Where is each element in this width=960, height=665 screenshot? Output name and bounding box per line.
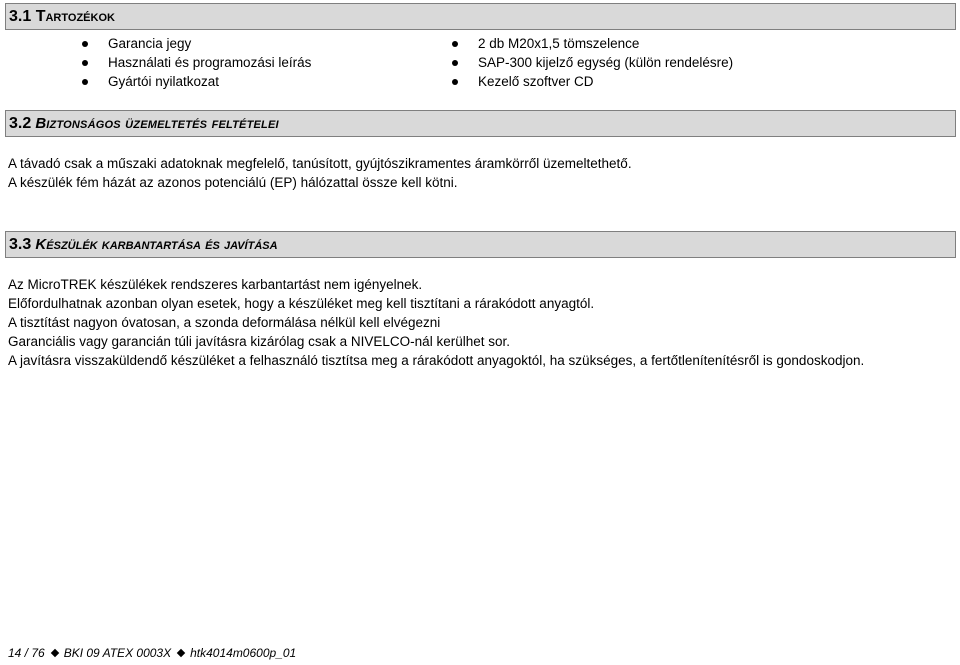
list-item-text: Használati és programozási leírás (108, 55, 312, 70)
list-item (478, 53, 733, 72)
bullet-dot-icon (452, 79, 458, 85)
paragraph-line: A távadó csak a műszaki adatoknak megfelelő, tanúsított, gyújtószikramentes áramkörről üzemeltethető. (8, 156, 632, 171)
section-heading-3-2 (5, 110, 956, 137)
bullet-dot-icon (452, 60, 458, 66)
section-number: 3.2 (9, 114, 32, 132)
paragraph-line: Előfordulhatnak azonban olyan esetek, hogy a készüléket meg kell tisztítani a rárakódott anyagtól. (8, 296, 595, 311)
section-title-initial: B (35, 115, 47, 132)
list-item-text: SAP-300 kijelző egység (külön rendelésre) (478, 55, 734, 70)
section-title: iztonságos üzemeltetés feltételei (46, 115, 279, 132)
section-title-initial: K (35, 236, 47, 253)
diamond-icon (50, 649, 58, 657)
paragraph-line: Garanciális vagy garancián túli javításra kizárólag csak a NIVELCO-nál kerülhet sor. (8, 334, 510, 349)
list-item (108, 53, 311, 72)
diamond-icon (177, 649, 185, 657)
list-item-text: Kezelő szoftver CD (478, 74, 594, 89)
page-number: 14 / 76 (8, 646, 45, 660)
accessories-list-right (478, 34, 733, 91)
list-item-text: 2 db M20x1,5 tömszelence (478, 36, 640, 51)
section-number: 3.1 (9, 7, 32, 25)
paragraph-line: Az MicroTREK készülékek rendszeres karbantartást nem igényelnek. (8, 277, 423, 292)
bullet-dot-icon (82, 41, 88, 47)
certificate-number: BKI 09 ATEX 0003X (63, 646, 172, 660)
bullet-dot-icon (82, 79, 88, 85)
list-item (478, 34, 733, 53)
section-heading-3-1 (5, 3, 956, 30)
section-heading-3-3 (5, 231, 956, 258)
paragraph-line: A tisztítást nagyon óvatosan, a szonda deformálása nélkül kell elvégezni (8, 315, 441, 330)
paragraph-line: A javításra visszaküldendő készüléket a felhasználó tisztítsa meg a rárakódott anyagoktól, ha szükséges, a fertőtlenítenítésről is gondoskodjon. (8, 353, 865, 368)
document-code: htk4014m0600p_01 (190, 646, 297, 660)
page-footer (8, 646, 296, 660)
paragraph-line: A készülék fém házát az azonos potenciálú (EP) hálózattal össze kell kötni. (8, 175, 458, 190)
section-title: artozékok (45, 7, 115, 25)
list-item (108, 34, 311, 53)
section-title: észülék karbantartása és javítása (46, 236, 278, 253)
list-item (108, 72, 311, 91)
list-item-text: Gyártói nyilatkozat (108, 74, 220, 89)
bullet-dot-icon (82, 60, 88, 66)
safety-paragraph (8, 154, 632, 192)
bullet-dot-icon (452, 41, 458, 47)
maintenance-paragraph (8, 275, 864, 370)
list-item-text: Garancia jegy (108, 36, 192, 51)
section-number: 3.3 (9, 235, 32, 253)
section-title-initial: T (35, 7, 46, 25)
list-item (478, 72, 733, 91)
accessories-list-left (108, 34, 311, 91)
